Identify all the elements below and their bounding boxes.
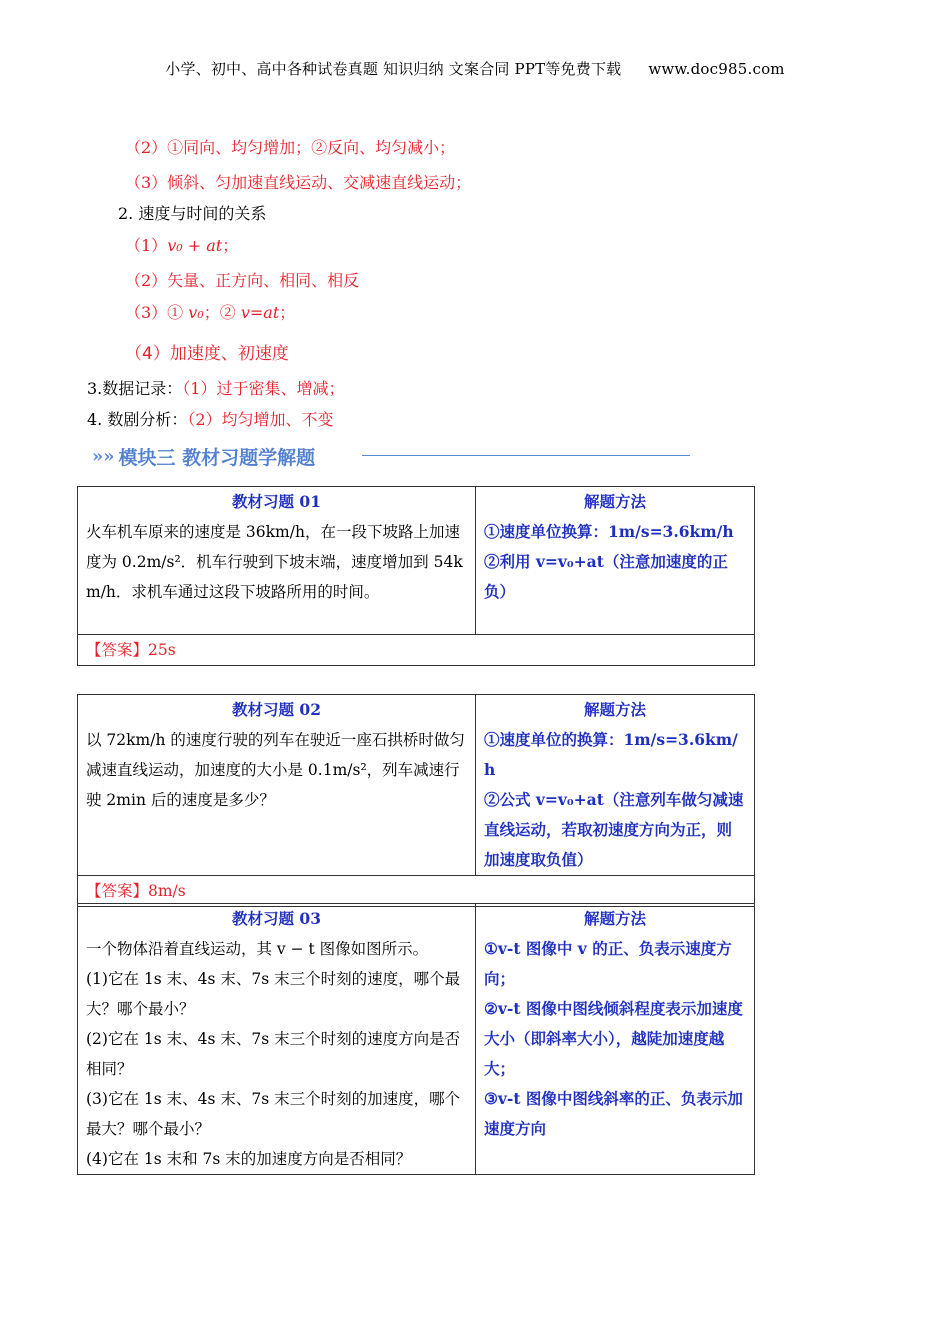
exercise-table-2 — [77, 694, 755, 907]
exercise-2-question: 以 72km/h 的速度行驶的列车在驶近一座石拱桥时做匀减速直线运动，加速度的大小是 0.1m/s²，列车减速行驶 2min 后的速度是多少？ — [86, 731, 465, 809]
answer-line-3-formula: v₀ + at — [167, 236, 223, 255]
answer-line-3-suffix: ； — [222, 236, 239, 255]
header-url[interactable]: www.doc985.com — [648, 60, 785, 78]
module-heading — [92, 443, 315, 469]
page-header — [0, 58, 950, 79]
data-analysis-row — [87, 407, 334, 430]
exercise-3-question-4: (4)它在 1s 末和 7s 末的加速度方向是否相同？ — [86, 1150, 412, 1168]
exercise-3-method-1: ①v-t 图像中 v 的正、负表示速度方向； — [484, 939, 732, 988]
exercise-1-method-2: ②利用 v=v₀+at（注意加速度的正负） — [484, 552, 728, 601]
exercise-3-question-intro: 一个物体沿着直线运动，其 v − t 图像如图所示。 — [86, 940, 429, 958]
exercise-1-title: 教材习题 01 — [232, 492, 321, 511]
exercise-3-method-cell — [476, 904, 755, 1175]
exercise-1-method-title: 解题方法 — [583, 492, 646, 511]
data-record-label: 3.数据记录： — [87, 379, 183, 398]
answer-line-1: （2）①同向、均匀增加；②反向、均匀减小； — [125, 138, 456, 157]
answer-line-5 — [125, 300, 295, 323]
data-analysis-label: 4. 数剧分析： — [87, 410, 188, 429]
chevron-icon: » — [92, 445, 100, 467]
exercise-1-method-1: ①速度单位换算：1m/s=3.6km/h — [484, 522, 734, 541]
answer-line-5-suffix: ； — [279, 303, 296, 322]
answer-line-5-v0: v₀ — [188, 303, 204, 322]
exercise-2-method-1: ①速度单位的换算：1m/s=3.6km/h — [484, 730, 738, 779]
exercise-2-method-cell — [476, 695, 755, 876]
exercise-2-question-cell — [78, 695, 476, 876]
answer-line-6: （4）加速度、初速度 — [125, 344, 289, 364]
header-text: 小学、初中、高中各种试卷真题 知识归纳 文案合同 PPT等免费下载 — [165, 60, 622, 78]
answer-line-5-prefix: （3）① — [125, 303, 189, 322]
exercise-2-method-2: ②公式 v=v₀+at（注意列车做匀减速直线运动，若取初速度方向为正，则加速度取负值） — [484, 790, 744, 869]
exercise-3-method-title: 解题方法 — [583, 909, 646, 928]
exercise-3-question-1: (1)它在 1s 末、4s 末、7s 末三个时刻的速度，哪个最大？哪个最小？ — [86, 970, 461, 1018]
answer-line-2: （3）倾斜、匀加速直线运动、交减速直线运动； — [125, 173, 472, 192]
answer-line-3 — [125, 233, 238, 256]
exercise-2-answer: 【答案】8m/s — [78, 876, 755, 907]
answer-line-5-mid: ；② — [203, 303, 241, 322]
module-title: 模块三 教材习题学解题 — [118, 446, 316, 469]
data-analysis-value: （2）均匀增加、不变 — [187, 410, 334, 429]
exercise-2-method-title: 解题方法 — [583, 700, 646, 719]
exercise-table-3 — [77, 903, 755, 1175]
exercise-3-title: 教材习题 03 — [232, 909, 321, 928]
exercise-1-answer: 【答案】25s — [78, 635, 755, 666]
answer-line-3-prefix: （1） — [125, 236, 168, 255]
module-rule — [362, 455, 690, 456]
answer-line-4: （2）矢量、正方向、相同、相反 — [125, 271, 360, 290]
exercise-2-title: 教材习题 02 — [232, 700, 321, 719]
exercise-1-method-cell — [476, 487, 755, 635]
exercise-3-question-3: (3)它在 1s 末、4s 末、7s 末三个时刻的加速度，哪个最大？哪个最小？ — [86, 1090, 461, 1138]
exercise-3-question-2: (2)它在 1s 末、4s 末、7s 末三个时刻的速度方向是否相同？ — [86, 1030, 461, 1078]
section2-title: 2. 速度与时间的关系 — [118, 204, 267, 223]
data-record-row — [87, 376, 344, 399]
data-record-value: （1）过于密集、增减； — [182, 379, 345, 398]
exercise-3-method-2: ②v-t 图像中图线倾斜程度表示加速度大小（即斜率大小），越陡加速度越大； — [484, 999, 743, 1078]
exercise-table-1 — [77, 486, 755, 666]
exercise-1-question-cell — [78, 487, 476, 635]
exercise-3-question-cell — [78, 904, 476, 1175]
exercise-3-method-3: ③v-t 图像中图线斜率的正、负表示加速度方向 — [484, 1089, 743, 1138]
exercise-1-question: 火车机车原来的速度是 36km/h，在一段下坡路上加速度为 0.2m/s²．机车行驶到下坡末端，速度增加到 54km/h．求机车通过这段下坡路所用的时间。 — [86, 523, 463, 601]
chevron-icon-2: » — [103, 445, 111, 467]
answer-line-5-formula: v=at — [240, 303, 280, 322]
